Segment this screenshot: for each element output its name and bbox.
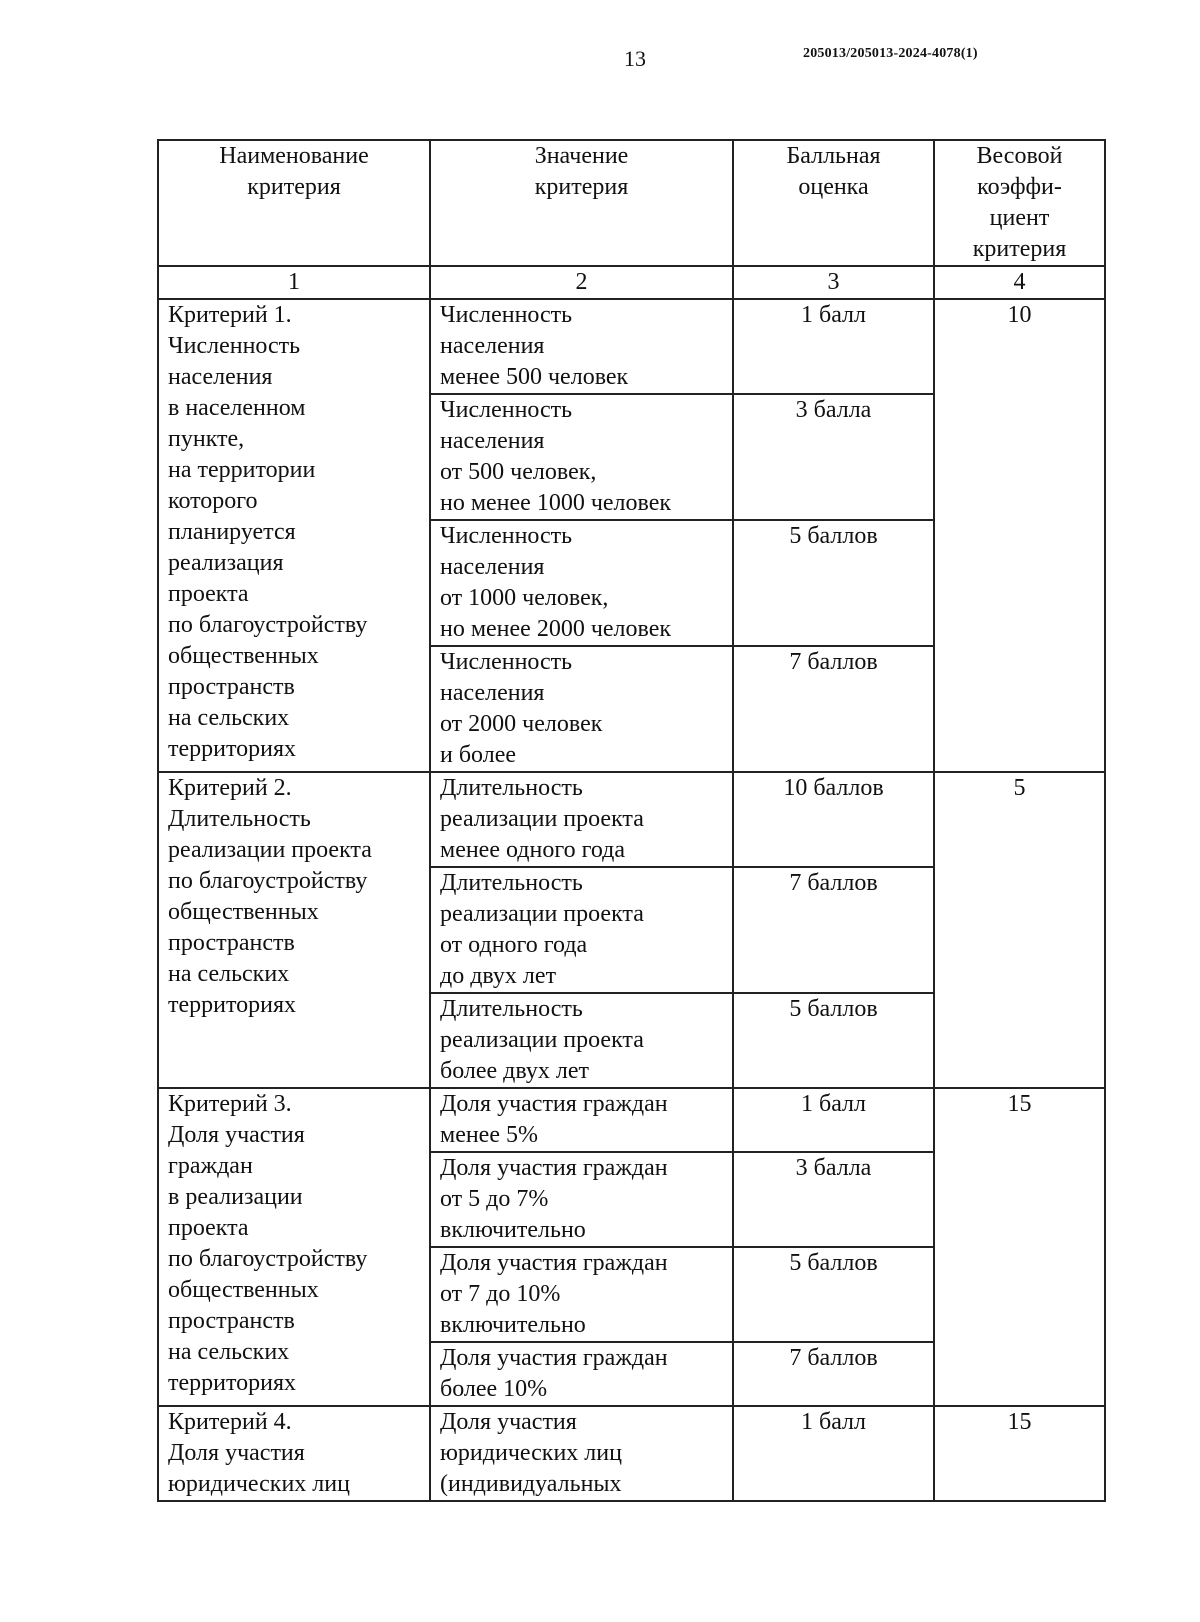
- criterion-score: 3 балла: [733, 1152, 934, 1247]
- criterion-value: Доля участия граждан более 10%: [430, 1342, 733, 1406]
- criterion-name: Критерий 1. Численность населения в населенном пункте, на территории которого планируется реализация проекта по благоустройству общественных пространств на сельских территориях: [158, 299, 430, 772]
- column-number: 4: [934, 266, 1105, 299]
- criterion-weight: 15: [934, 1088, 1105, 1406]
- criterion-score: 1 балл: [733, 1088, 934, 1152]
- criterion-score: 5 баллов: [733, 1247, 934, 1342]
- column-header: Значение критерия: [430, 140, 733, 266]
- criterion-weight: 10: [934, 299, 1105, 772]
- criteria-table: [157, 139, 1106, 1502]
- table-row: [158, 1088, 1105, 1152]
- criterion-value: Доля участия граждан от 7 до 10% включительно: [430, 1247, 733, 1342]
- criterion-value: Численность населения менее 500 человек: [430, 299, 733, 394]
- criterion-value: Численность населения от 500 человек, но менее 1000 человек: [430, 394, 733, 520]
- column-number-row: [158, 266, 1105, 299]
- criterion-name: Критерий 4. Доля участия юридических лиц: [158, 1406, 430, 1501]
- table-row: [158, 299, 1105, 394]
- table-header-row: [158, 140, 1105, 266]
- column-header: Весовой коэффи- циент критерия: [934, 140, 1105, 266]
- criterion-score: 10 баллов: [733, 772, 934, 867]
- criterion-value: Численность населения от 1000 человек, но менее 2000 человек: [430, 520, 733, 646]
- criterion-score: 7 баллов: [733, 867, 934, 993]
- criterion-name: Критерий 3. Доля участия граждан в реализации проекта по благоустройству общественных пространств на сельских территориях: [158, 1088, 430, 1406]
- criterion-score: 7 баллов: [733, 646, 934, 772]
- criterion-value: Длительность реализации проекта более двух лет: [430, 993, 733, 1088]
- criterion-weight: 5: [934, 772, 1105, 1088]
- criterion-score: 1 балл: [733, 299, 934, 394]
- criterion-score: 5 баллов: [733, 520, 934, 646]
- criterion-value: Численность населения от 2000 человек и более: [430, 646, 733, 772]
- criterion-score: 5 баллов: [733, 993, 934, 1088]
- criterion-name: Критерий 2. Длительность реализации проекта по благоустройству общественных пространств на сельских территориях: [158, 772, 430, 1088]
- criterion-weight: 15: [934, 1406, 1105, 1501]
- criterion-value: Длительность реализации проекта от одного года до двух лет: [430, 867, 733, 993]
- column-header: Балльная оценка: [733, 140, 934, 266]
- criterion-value: Доля участия граждан от 5 до 7% включительно: [430, 1152, 733, 1247]
- criterion-score: 3 балла: [733, 394, 934, 520]
- criterion-score: 7 баллов: [733, 1342, 934, 1406]
- table-row: [158, 772, 1105, 867]
- column-number: 3: [733, 266, 934, 299]
- table-row: [158, 1406, 1105, 1501]
- criterion-value: Доля участия граждан менее 5%: [430, 1088, 733, 1152]
- document-code: 205013/205013-2024-4078(1): [803, 46, 978, 61]
- criterion-score: 1 балл: [733, 1406, 934, 1501]
- criterion-value: Доля участия юридических лиц (индивидуальных: [430, 1406, 733, 1501]
- criterion-value: Длительность реализации проекта менее одного года: [430, 772, 733, 867]
- page-number: 13: [624, 46, 646, 71]
- column-number: 2: [430, 266, 733, 299]
- column-number: 1: [158, 266, 430, 299]
- column-header: Наименование критерия: [158, 140, 430, 266]
